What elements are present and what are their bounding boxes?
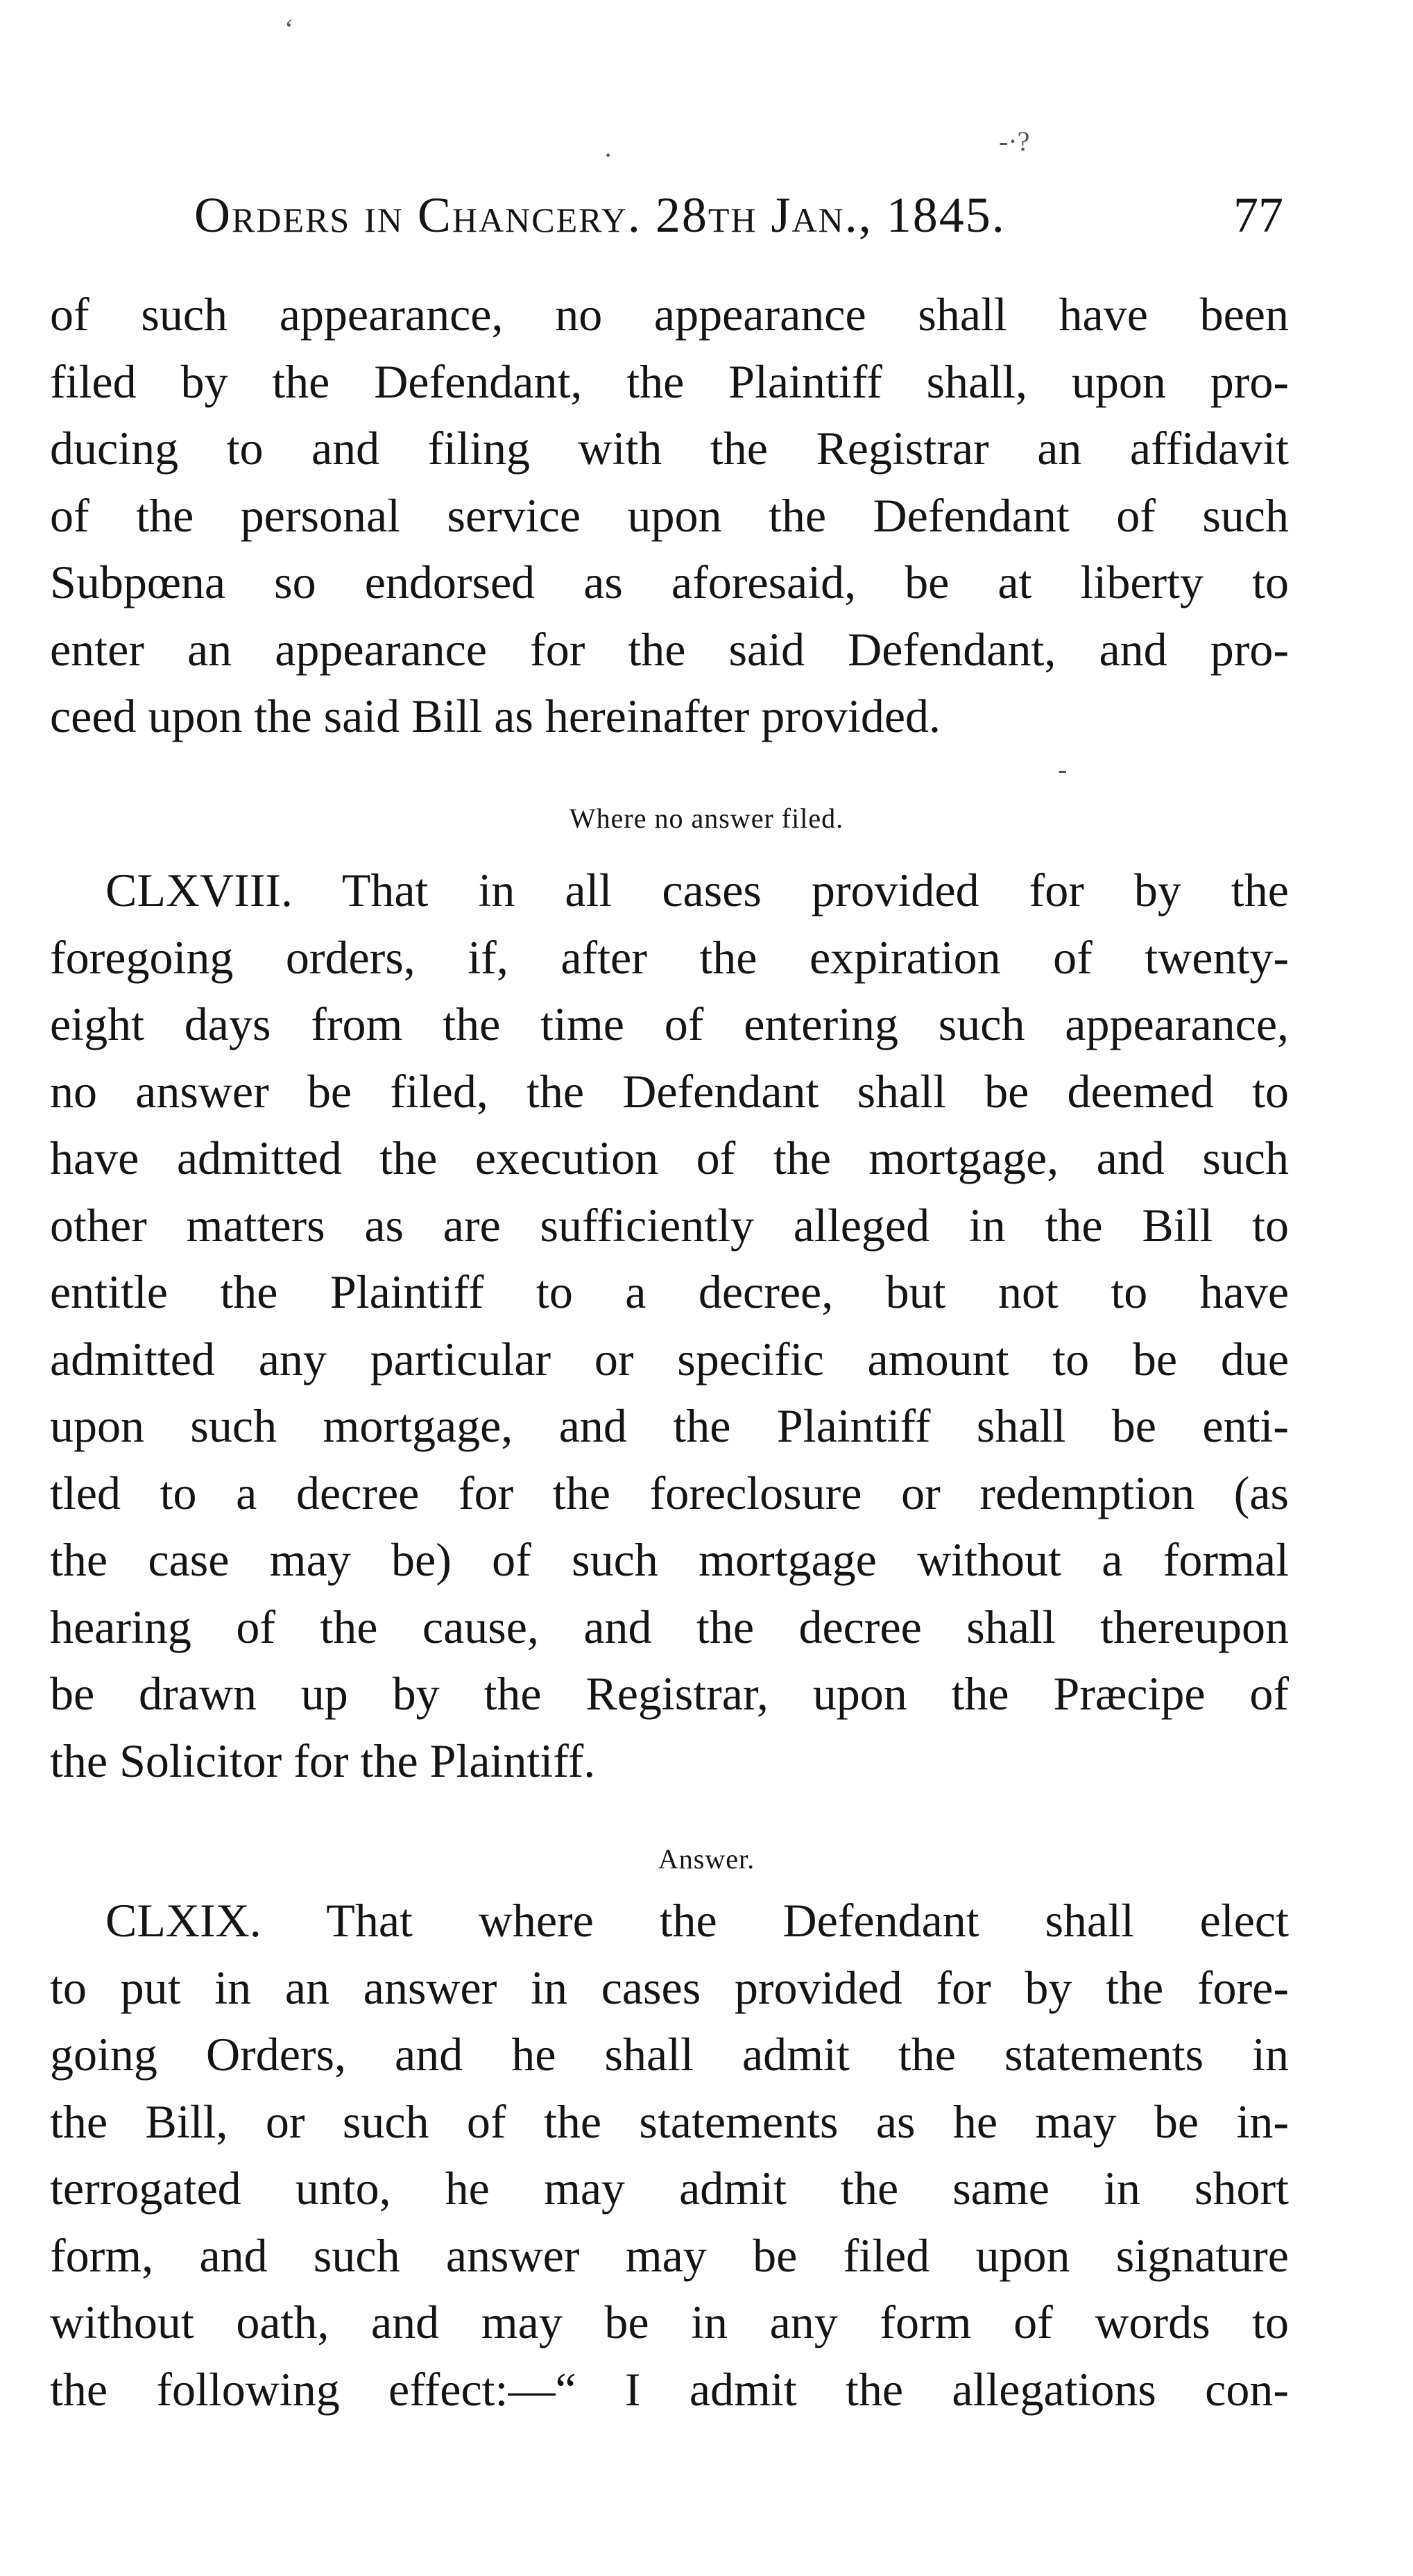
text-line: ducing to and filing with the Registrar an affidavit (50, 422, 1289, 475)
text-line: other matters as are sufficiently alleged in the Bill to (50, 1198, 1289, 1252)
stray-mark-top-right: -·? (999, 126, 1030, 157)
text-line: of the personal service upon the Defendant of such (50, 488, 1289, 542)
text-line: foregoing orders, if, after the expiration of twenty- (50, 930, 1289, 984)
text-line: ceed upon the said Bill as hereinafter provided. (50, 690, 941, 742)
stray-mark-mid: - (1058, 753, 1068, 785)
text-line: to put in an answer in cases provided for by the fore- (50, 1961, 1289, 2014)
text-line: admitted any particular or specific amount to be due (50, 1332, 1289, 1385)
text-line: the following effect:—“ I admit the allegations con- (50, 2362, 1289, 2416)
marginal-note-where-no-answer: Where no answer filed. (569, 803, 844, 834)
text-line: of such appearance, no appearance shall have been (50, 288, 1289, 341)
continuation-paragraph (50, 281, 1289, 750)
running-header (187, 177, 1283, 253)
section-clxix (50, 1887, 1289, 2423)
text-line: have admitted the execution of the mortgage, and such (50, 1132, 1289, 1184)
text-line: without oath, and may be in any form of words to (50, 2296, 1289, 2348)
text-line: upon such mortgage, and the Plaintiff shall be enti- (50, 1399, 1289, 1452)
text-line: eight days from the time of entering such appearance, (50, 998, 1289, 1050)
section-heading-line: CLXIX. That where the Defendant shall elect (105, 1894, 1289, 1947)
page-number: 77 (1233, 187, 1283, 243)
section-heading-line: CLXVIII. That in all cases provided for by the (105, 864, 1289, 916)
text-line: tled to a decree for the foreclosure or redemption (as (50, 1466, 1289, 1519)
text-line: filed by the Defendant, the Plaintiff shall, upon pro- (50, 355, 1289, 408)
section-clxviii (50, 857, 1289, 1794)
text-line: hearing of the cause, and the decree shall thereupon (50, 1600, 1289, 1653)
text-line: enter an appearance for the said Defendant, and pro- (50, 622, 1289, 676)
text-line: no answer be filed, the Defendant shall be deemed to (50, 1064, 1289, 1118)
text-line: the Solicitor for the Plaintiff. (50, 1734, 596, 1787)
text-line: form, and such answer may be filed upon signature (50, 2228, 1289, 2282)
marginal-note-answer: Answer. (658, 1843, 755, 1875)
text-line: terrogated unto, he may admit the same in short (50, 2162, 1289, 2215)
running-title: Orders in Chancery. 28th Jan., 1845. (194, 187, 1006, 243)
text-line: going Orders, and he shall admit the statements in (50, 2028, 1289, 2081)
stray-mark-dot: · (603, 139, 613, 171)
text-line: Subpœna so endorsed as aforesaid, be at liberty to (50, 556, 1289, 608)
text-line: the Bill, or such of the statements as he may be in- (50, 2095, 1289, 2148)
text-line: the case may be) of such mortgage without a formal (50, 1533, 1289, 1586)
stray-mark-top-left: ‘ (284, 13, 294, 44)
text-line: entitle the Plaintiff to a decree, but not to have (50, 1265, 1289, 1318)
text-line: be drawn up by the Registrar, upon the Præcipe of (50, 1667, 1289, 1720)
